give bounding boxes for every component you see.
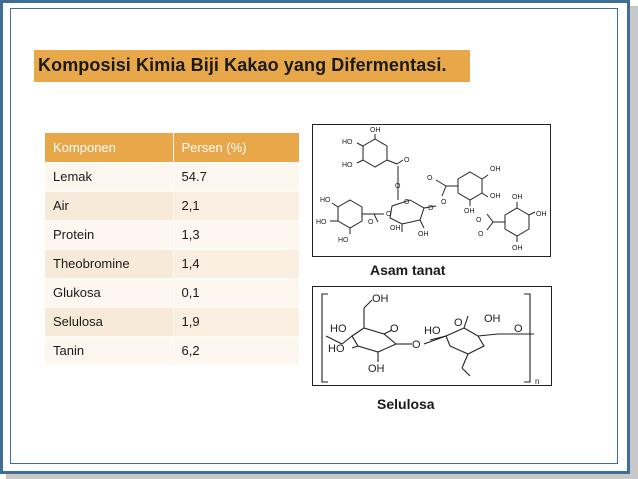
cell-component: Theobromine	[45, 249, 173, 278]
cell-component: Glukosa	[45, 278, 173, 307]
slide-shadow-right	[630, 6, 638, 479]
tannin-label: O	[404, 199, 410, 206]
tannin-label: O	[395, 183, 401, 190]
cell-percent: 2,1	[173, 191, 300, 220]
cellulose-label: OH	[484, 313, 501, 325]
tannin-label: HO	[316, 219, 327, 226]
tannin-label: OH	[490, 193, 501, 200]
cellulose-label: HO	[424, 325, 441, 337]
cellulose-label: O	[514, 323, 523, 335]
tannin-label: O	[386, 211, 392, 218]
table-row	[45, 278, 300, 307]
cell-percent: 54.7	[173, 162, 300, 191]
cellulose-label: O	[390, 323, 399, 335]
tannin-label: OH	[418, 231, 429, 238]
slide-title: Komposisi Kimia Biji Kakao yang Difermentasi.	[38, 55, 447, 75]
tannin-label: O	[368, 219, 374, 226]
tannin-label: O	[427, 175, 433, 182]
table-row	[45, 336, 300, 365]
table-row	[45, 220, 300, 249]
tannin-label: HO	[342, 139, 353, 146]
header-komponen: Komponen	[45, 133, 173, 162]
slide-shadow-bottom	[6, 474, 638, 479]
table-row	[45, 191, 300, 220]
cellulose-structure	[312, 286, 552, 386]
tannin-label: HO	[338, 237, 349, 244]
cell-percent: 0,1	[173, 278, 300, 307]
header-persen: Persen (%)	[173, 133, 300, 162]
cell-percent: 1,3	[173, 220, 300, 249]
tannin-label: O	[404, 157, 410, 164]
tannin-label: OH	[536, 211, 547, 218]
tannin-label: O	[478, 231, 484, 238]
cell-percent: 6,2	[173, 336, 300, 365]
cellulose-label: O	[412, 339, 421, 351]
tannin-label: O	[428, 205, 434, 212]
cell-component: Tanin	[45, 336, 173, 365]
cell-component: Air	[45, 191, 173, 220]
tannin-label: O	[476, 217, 482, 224]
cellulose-label: HO	[330, 323, 347, 335]
tannin-label: HO	[342, 162, 353, 169]
table-row	[45, 249, 300, 278]
table-row	[45, 307, 300, 336]
cellulose-caption: Selulosa	[377, 396, 435, 412]
table-header-row	[45, 133, 300, 162]
composition-table	[45, 133, 300, 365]
tannin-label: O	[441, 199, 447, 206]
tannic-acid-caption: Asam tanat	[370, 262, 446, 278]
cellulose-label: O	[454, 317, 463, 329]
cellulose-label: HO	[328, 343, 345, 355]
cell-component: Selulosa	[45, 307, 173, 336]
table-row	[45, 162, 300, 191]
tannic-acid-structure	[312, 124, 551, 257]
cell-component: Protein	[45, 220, 173, 249]
cellulose-label: OH	[368, 363, 385, 375]
tannin-label: OH	[490, 166, 501, 173]
cell-component: Lemak	[45, 162, 173, 191]
cell-percent: 1,9	[173, 307, 300, 336]
tannin-label: OH	[512, 245, 523, 252]
tannin-label: OH	[390, 225, 401, 232]
tannin-label: HO	[320, 197, 331, 204]
tannin-label: OH	[370, 127, 381, 134]
tannin-label: OH	[512, 194, 523, 201]
cell-percent: 1,4	[173, 249, 300, 278]
cellulose-label: n	[535, 377, 540, 386]
tannin-label: OH	[464, 208, 475, 215]
cellulose-label: OH	[372, 293, 389, 305]
